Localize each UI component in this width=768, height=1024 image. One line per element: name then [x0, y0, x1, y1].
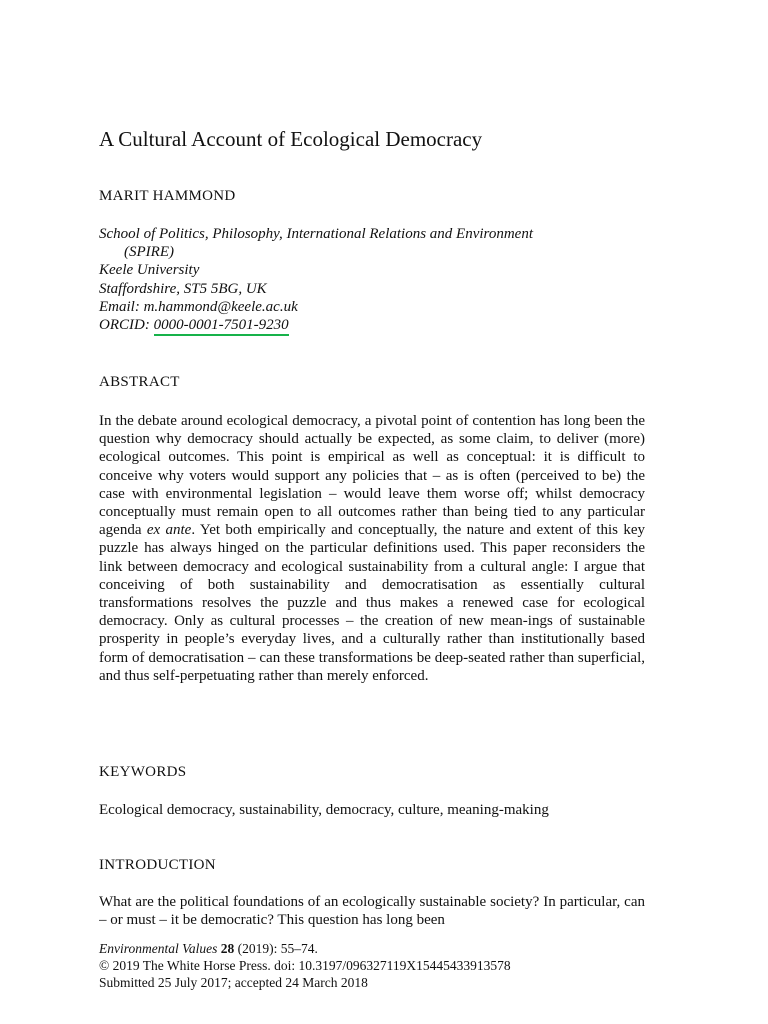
journal-name: Environmental Values: [99, 941, 218, 956]
orcid-label: ORCID:: [99, 317, 154, 334]
introduction-heading: INTRODUCTION: [99, 857, 216, 873]
abstract-heading: ABSTRACT: [99, 374, 180, 390]
keywords-text: Ecological democracy, sustainability, democracy, culture, meaning-making: [99, 802, 549, 818]
introduction-text: What are the political foundations of an ecologically sustainable society? In particular, can – or must – it be democratic? This question has long been: [99, 894, 645, 929]
affiliation-school-abbrev: (SPIRE): [124, 244, 174, 261]
abstract-text: [99, 412, 645, 685]
abstract-text-part2: . Yet both empirically and conceptually, the nature and extent of this key puzzle has always hinged on the particular definitions used. This paper reconsiders the link between democracy and ecological sustainability from a cultural angle: I argue that conceiving of both sustainability and democratisation as essentially cultural transformations resolves the puzzle and thus makes a renewed case for ecological democracy. Only as cultural processes – the creation of new mean-ings of sustainable prosperity in people’s everyday lives, and a culturally rather than institutionally based form of democratisation – can these transformations be deep-seated rather than superficial, and thus self-perpetuating rather than merely enforced.: [99, 522, 646, 684]
abstract-text-italic: ex ante: [146, 522, 192, 539]
journal-footer: [99, 940, 659, 991]
journal-citation: [99, 940, 659, 957]
paper-title: A Cultural Account of Ecological Democracy: [99, 127, 483, 151]
author-affiliation: [99, 225, 645, 334]
copyright-doi: © 2019 The White Horse Press. doi: 10.3197/096327119X15445433913578: [99, 958, 511, 973]
orcid-link[interactable]: 0000-0001-7501-9230: [154, 317, 289, 336]
submission-dates: Submitted 25 July 2017; accepted 24 March 2018: [99, 975, 368, 990]
journal-year-pages: (2019): 55–74.: [234, 941, 318, 956]
author-email: Email: m.hammond@keele.ac.uk: [99, 298, 298, 315]
keywords-heading: KEYWORDS: [99, 764, 187, 780]
journal-volume: 28: [220, 941, 235, 956]
affiliation-school: School of Politics, Philosophy, International Relations and Environment: [99, 226, 533, 242]
author-name: MARIT HAMMOND: [99, 188, 236, 204]
affiliation-university: Keele University: [99, 262, 200, 279]
abstract-text-part1: In the debate around ecological democracy, a pivotal point of contention has long been the question why democracy should actually be expected, as some claim, to deliver (more) ecological outcomes. This point is empirical as well as conceptual: it is difficult to conceive why voters would support any policies that – as is often (perceived to be) the case with environmental legislation – would leave them worse off; whilst democracy conceptually must remain open to all outcomes rather than being tied to any particular agenda: [99, 413, 645, 539]
affiliation-location: Staffordshire, ST5 5BG, UK: [99, 280, 267, 297]
author-orcid: [99, 316, 645, 334]
